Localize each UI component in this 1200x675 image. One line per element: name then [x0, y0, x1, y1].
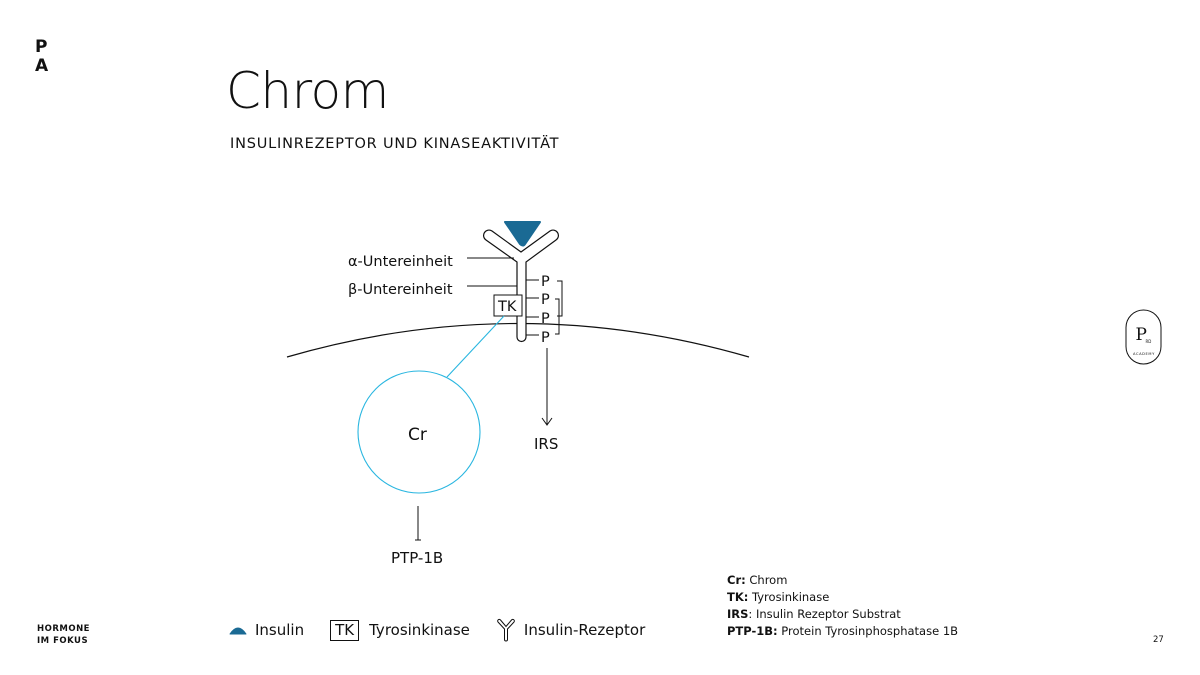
footer-line-2: IM FOKUS — [37, 636, 89, 646]
tk-legend-box: TK — [330, 620, 359, 641]
legend-tk-label: Tyrosinkinase — [369, 621, 470, 639]
badge-sub: RD — [1145, 339, 1152, 344]
legend-insulin-label: Insulin — [255, 621, 305, 639]
logo-letter-p: P — [35, 37, 48, 57]
phospho-label-4: P — [541, 330, 550, 346]
badge-ring-text: ACADEMY — [1133, 352, 1155, 356]
alpha-subunit-label: α-Untereinheit — [348, 254, 453, 270]
phospho-label-1: P — [541, 274, 550, 290]
abbrev-row: PTP-1B: Protein Tyrosinphosphatase 1B — [727, 624, 959, 638]
irs-label: IRS — [534, 435, 559, 453]
abbrev-row: Cr: Chrom — [727, 573, 788, 587]
legend-tyrosinkinase — [330, 620, 470, 641]
footer-line-1: HORMONE — [37, 624, 90, 634]
page-number: 27 — [1153, 635, 1164, 645]
receptor-icon — [496, 618, 516, 642]
badge-letter: P — [1135, 325, 1147, 345]
legend-insulin — [229, 621, 304, 639]
phospho-label-3: P — [541, 311, 550, 327]
academy-badge-icon — [1125, 309, 1162, 365]
abbrev-row: IRS: Insulin Rezeptor Substrat — [727, 607, 901, 621]
chrom-label: Cr — [408, 425, 427, 445]
ptp-label: PTP-1B — [391, 549, 444, 567]
abbrev-row: TK: Tyrosinkinase — [727, 590, 830, 604]
phospho-label-2: P — [541, 292, 550, 308]
legend-receptor-label: Insulin-Rezeptor — [523, 621, 646, 639]
insulin-icon — [229, 624, 247, 636]
logo-letter-a: A — [35, 56, 49, 76]
page-subtitle: INSULINREZEPTOR UND KINASEAKTIVITÄT — [230, 136, 560, 152]
phosphorylation-sites — [526, 274, 562, 346]
page-title: Chrom — [226, 62, 389, 120]
footer-series — [37, 623, 90, 647]
tk-label: TK — [498, 299, 517, 315]
legend-receptor — [496, 618, 645, 642]
abbreviation-list — [727, 572, 958, 640]
beta-subunit-label: β-Untereinheit — [348, 282, 453, 298]
legend — [229, 618, 671, 642]
